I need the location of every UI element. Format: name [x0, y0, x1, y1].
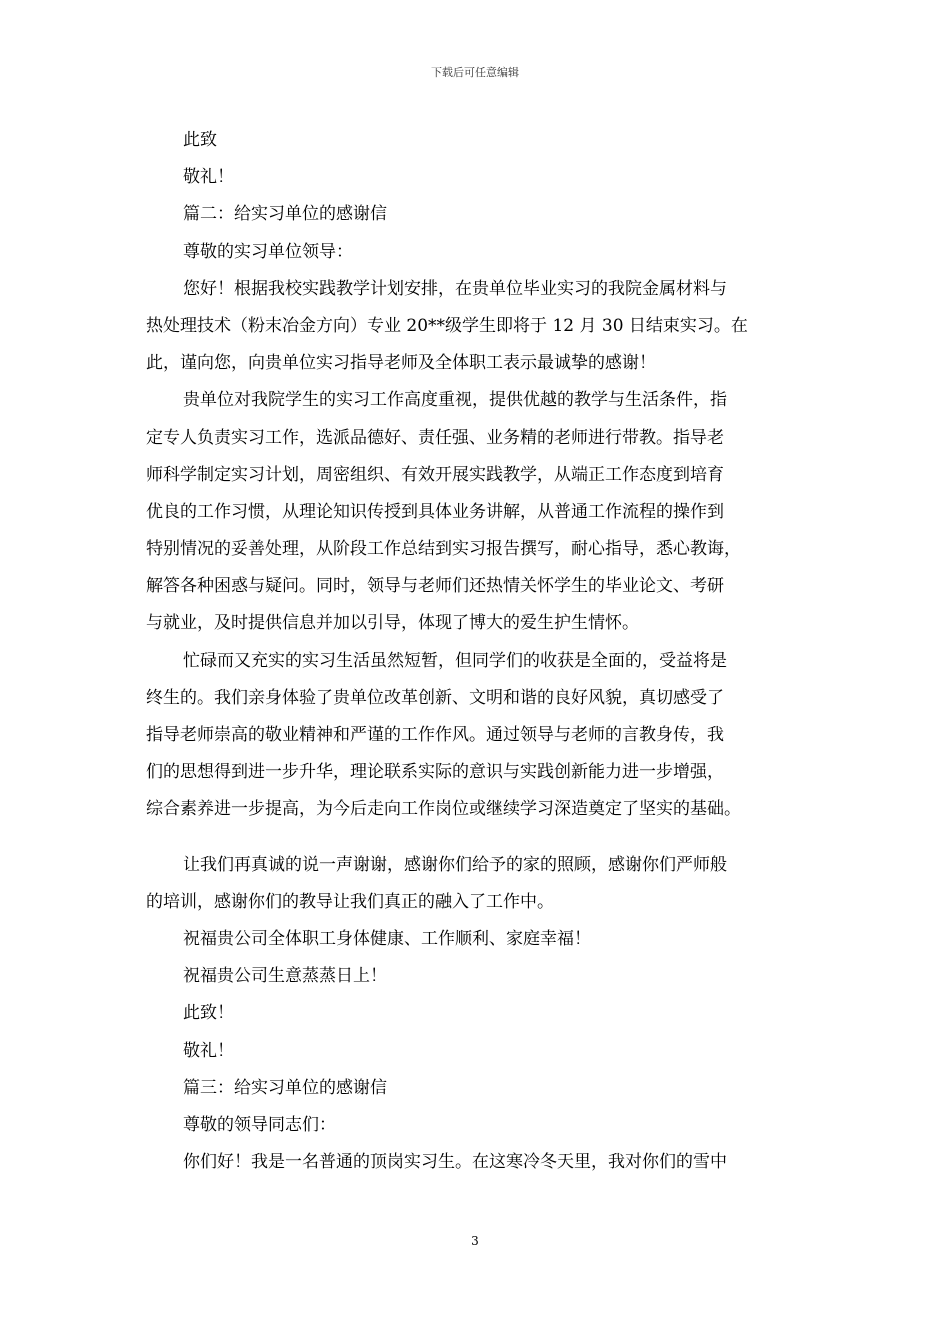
paragraph — [146, 847, 826, 921]
paragraph — [146, 271, 826, 383]
paragraph-line: 忙碌而又充实的实习生活虽然短暂，但同学们的收获是全面的，受益将是 — [183, 650, 727, 671]
closing-line: 此致 — [183, 130, 217, 150]
paragraph-line: 们的思想得到进一步升华，理论联系实际的意识与实践创新能力进一步增强， — [146, 762, 724, 783]
page-number: 3 — [471, 1234, 479, 1248]
letter-title: 篇二：给实习单位的感谢信 — [183, 204, 387, 225]
paragraph — [146, 643, 826, 829]
paragraph-line: 特别情况的妥善处理，从阶段工作总结到实习报告撰写，耐心指导，悉心教诲， — [146, 539, 741, 560]
letter-salutation: 尊敬的实习单位领导： — [183, 241, 353, 262]
paragraph-line: 贵单位对我院学生的实习工作高度重视，提供优越的教学与生活条件，指 — [183, 390, 727, 411]
wish-line: 祝福贵公司全体职工身体健康、工作顺利、家庭幸福！ — [183, 928, 591, 949]
paragraph-line: 您好！根据我校实践教学计划安排，在贵单位毕业实习的我院金属材料与 — [183, 278, 727, 299]
paragraph-line: 定专人负责实习工作，选派品德好、责任强、业务精的老师进行带教。指导老 — [146, 427, 724, 448]
paragraph-line: 你们好！我是一名普通的顶岗实习生。在这寒冷冬天里，我对你们的雪中 — [183, 1152, 727, 1173]
closing-line: 此致！ — [183, 1003, 234, 1024]
paragraph-line: 让我们再真诚的说一声谢谢，感谢你们给予的家的照顾，感谢你们严师般 — [183, 854, 727, 875]
wish-line: 祝福贵公司生意蒸蒸日上！ — [183, 966, 387, 987]
paragraph-line: 此，谨向您，向贵单位实习指导老师及全体职工表示最诚挚的感谢！ — [146, 353, 656, 374]
paragraph-line: 综合素养进一步提高，为今后走向工作岗位或继续学习深造奠定了坚实的基础。 — [146, 799, 741, 820]
paragraph-line: 终生的。我们亲身体验了贵单位改革创新、文明和谐的良好风貌，真切感受了 — [146, 687, 724, 708]
closing-line: 敬礼！ — [183, 167, 234, 188]
document-body — [146, 122, 826, 1181]
letter-salutation: 尊敬的领导同志们： — [183, 1114, 336, 1135]
paragraph-line: 优良的工作习惯，从理论知识传授到具体业务讲解，从普通工作流程的操作到 — [146, 501, 724, 522]
paragraph-line: 指导老师崇高的敬业精神和严谨的工作作风。通过领导与老师的言教身传，我 — [146, 725, 724, 745]
paragraph-line: 与就业，及时提供信息并加以引导，体现了博大的爱生护生情怀。 — [146, 613, 639, 634]
closing-line: 敬礼！ — [183, 1040, 234, 1061]
paragraph-line: 解答各种困惑与疑问。同时，领导与老师们还热情关怀学生的毕业论文、考研 — [146, 576, 724, 597]
paragraph-line: 热处理技术（粉末冶金方向）专业 20**级学生即将于 12 月 30 日结束实习。在 — [146, 315, 748, 336]
paragraph — [146, 382, 826, 642]
letter-title: 篇三：给实习单位的感谢信 — [183, 1077, 387, 1098]
page-header: 下载后可任意编辑 — [431, 66, 519, 79]
paragraph-line: 师科学制定实习计划，周密组织、有效开展实践教学，从端正工作态度到培育 — [146, 464, 724, 485]
paragraph-gap — [146, 829, 826, 847]
paragraph-line: 的培训，感谢你们的教导让我们真正的融入了工作中。 — [146, 891, 554, 912]
